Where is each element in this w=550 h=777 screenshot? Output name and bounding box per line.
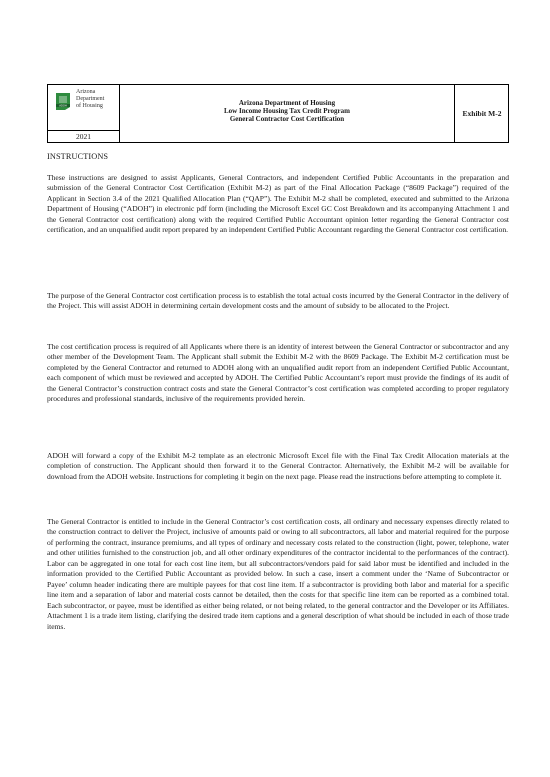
logo-wordmark	[76, 89, 104, 110]
logo-text-line: of Housing	[76, 103, 103, 109]
document-header	[47, 84, 509, 143]
instructions-heading: INSTRUCTIONS	[47, 152, 109, 161]
logo-badge-text: ADOH	[59, 104, 67, 108]
arizona-state-logo-icon	[53, 91, 73, 111]
paragraph-certification-requirement: The cost certification process is required of all Applicants where there is an identity of interest between the General Contractor or subcontractor and any other member of the Development Team. The Applicant shall submit the Exhibit M-2 with the 8609 Package. The Exhibit M-2 certification must be completed by the General Contractor and returned to ADOH along with an unqualified audit report from an independent Certified Public Accountant, each component of which must be reviewed and accepted by ADOH. The Certified Public Accountant’s report must provide the findings of its audit of the General Contractor’s construction contract costs and state the General Contractor’s cost certification was completed according to proper regulatory procedures and professional standards, inclusive of the requirements provided herein.	[47, 342, 509, 404]
header-title-line: Low Income Housing Tax Credit Program	[224, 107, 350, 116]
document-year: 2021	[76, 132, 91, 141]
paragraph-purpose-of-certification: The purpose of the General Contractor cost certification process is to establish the total actual costs incurred by the General Contractor in the delivery of the Project. This will assist ADOH in determining certain development costs and the amount of subsidy to be allocated to the Project.	[47, 291, 509, 311]
logo-text-line: Arizona	[76, 89, 96, 95]
paragraph-template-distribution: ADOH will forward a copy of the Exhibit M-2 template as an electronic Microsoft Excel file with the Final Tax Credit Allocation materials at the completion of construction. The Applicant should then forward it to the General Contractor. Alternatively, the Exhibit M-2 will be available for download from the ADOH website. Instructions for completing it begin on the next page. Please read the instructions before attempting to complete it.	[47, 451, 509, 481]
paragraph-allowable-costs: The General Contractor is entitled to include in the General Contractor’s cost certification costs, all ordinary and necessary expenses directly related to the construction contract to deliver the Project, inclusive of amounts paid or owing to all subcontractors, all labor and material required for the purpose of performing the contract, insurance premiums, and all types of ordinary and necessary costs related to the construction (light, power, telephone, water and other utilities furnished to the construction job, and all other ordinary expenditures of the contractor incidental to the performances of the contract). Labor can be aggregated in one total for each cost line item, but all subcontractors/vendors paid for said labor must be identified and included in the information provided to the Certified Public Accountant as provided below. In such a case, insert a comment under the ‘Name of Subcontractor or Payee’ column header indicating there are multiple payees for that cost line item. If a subcontractor is providing both labor and material for a specific line item and a separation of labor and material costs cannot be detailed, then the costs for that specific line item can be reported as a combined total. Each subcontractor, or payee, must be identified as either being related, or not being related, to the general contractor and the Developer or its Affiliates. Attachment 1 is a trade item listing, clarifying the desired trade item captions and a general description of what should be included in each of those trade items.	[47, 517, 509, 631]
header-logo-cell	[48, 85, 120, 142]
logo-text-line: Department	[76, 96, 105, 102]
paragraph-purpose-of-instructions: These instructions are designed to assist Applicants, General Contractors, and independent Certified Public Accountants in the preparation and submission of the General Contractor Cost Certification (Exhibit M-2) as part of the Final Allocation Package (“8609 Package”) required of the Applicant in Section 3.4 of the 2021 Qualified Allocation Plan (“QAP”). The Exhibit M-2 shall be completed, executed and submitted to the Arizona Department of Housing (“ADOH”) in electronic pdf form (including the Microsoft Excel GC Cost Breakdown and its accompanying Attachment 1 and the General Contractor cost certification) along with the required Certified Public Accountant opinion letter regarding the General Contractor cost certification, and an unqualified audit report prepared by an independent Certified Public Accountant regarding the General Contractor cost certification.	[47, 173, 509, 235]
agency-logo	[48, 85, 119, 131]
exhibit-label: Exhibit M-2	[462, 109, 502, 118]
header-title-line: General Contractor Cost Certification	[229, 115, 345, 124]
header-title-line: Arizona Department of Housing	[238, 99, 336, 107]
header-title-cell	[120, 85, 455, 142]
